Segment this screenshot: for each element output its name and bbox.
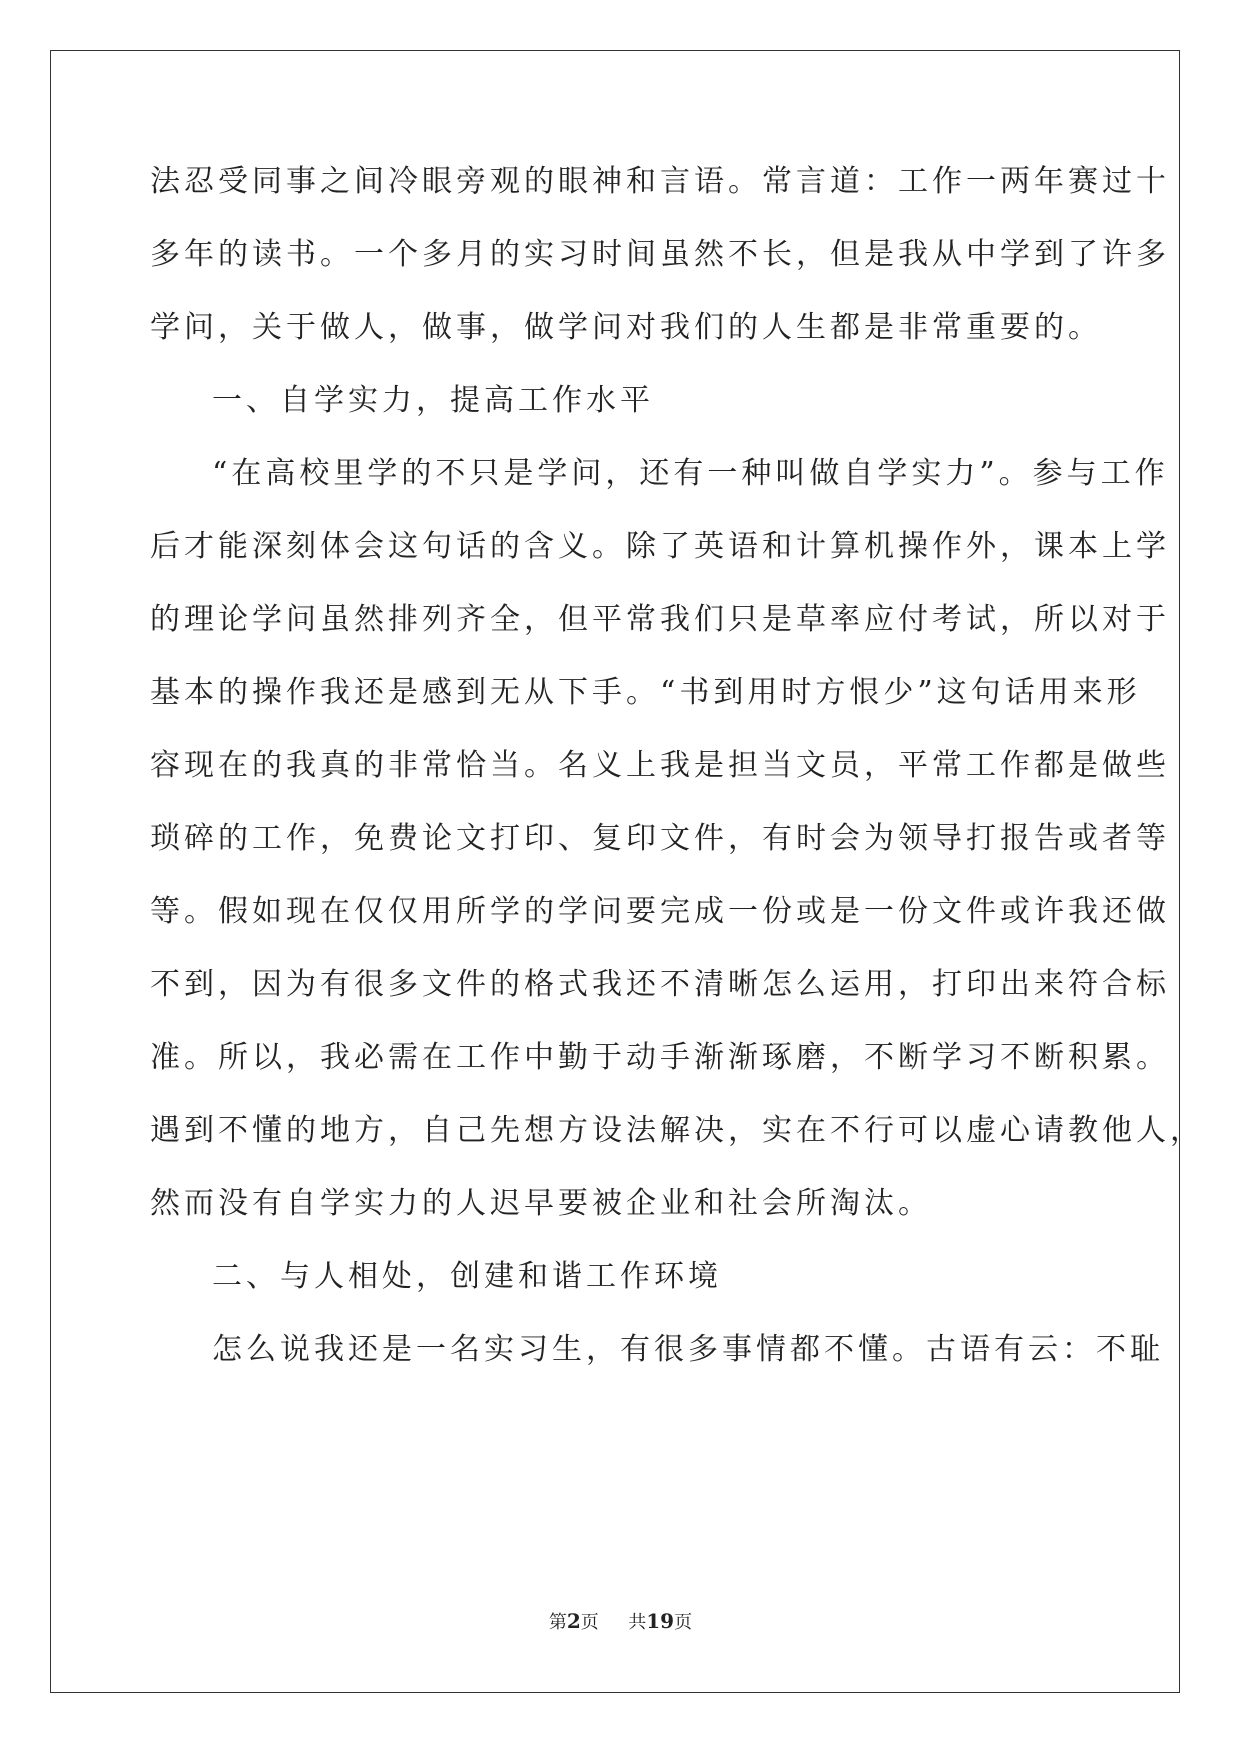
text-line: 等。假如现在仅仅用所学的学问要完成一份或是一份文件或许我还做 <box>150 894 1170 929</box>
text-line: 遇到不懂的地方，自己先想方设法解决，实在不行可以虚心请教他人， <box>150 1113 1204 1148</box>
text-line: 然而没有自学实力的人迟早要被企业和社会所淘汰。 <box>150 1186 932 1221</box>
section-heading-1: 一、自学实力，提高工作水平 <box>212 383 654 418</box>
text-line: 不到，因为有很多文件的格式我还不清晰怎么运用，打印出来符合标 <box>150 967 1170 1002</box>
text-line: 的理论学问虽然排列齐全，但平常我们只是草率应付考试，所以对于 <box>150 602 1170 637</box>
text-line: 后才能深刻体会这句话的含义。除了英语和计算机操作外，课本上学 <box>150 529 1170 564</box>
section-heading-2: 二、与人相处，创建和谐工作环境 <box>212 1259 722 1294</box>
footer-page-prefix: 第 <box>548 1612 567 1633</box>
footer-page-number: 2 <box>566 1609 581 1633</box>
page-border <box>50 50 1180 1693</box>
text-line: 怎么说我还是一名实习生，有很多事情都不懂。古语有云：不耻 <box>212 1332 1164 1367</box>
text-line: 法忍受同事之间冷眼旁观的眼神和言语。常言道：工作一两年赛过十 <box>150 164 1170 199</box>
page-footer <box>0 1608 1241 1634</box>
text-line: 容现在的我真的非常恰当。名义上我是担当文员，平常工作都是做些 <box>150 748 1170 783</box>
text-line: 多年的读书。一个多月的实习时间虽然不长，但是我从中学到了许多 <box>150 237 1170 272</box>
footer-page-suffix: 页 <box>580 1612 599 1633</box>
text-line: 基本的操作我还是感到无从下手。“书到用时方恨少”这句话用来形 <box>150 675 1141 710</box>
text-line: 琐碎的工作，免费论文打印、复印文件，有时会为领导打报告或者等 <box>150 821 1170 856</box>
footer-total-pages: 19 <box>646 1609 675 1633</box>
footer-total-prefix: 共 <box>628 1612 647 1633</box>
text-line: 学问，关于做人，做事，做学问对我们的人生都是非常重要的。 <box>150 310 1102 345</box>
text-line: 准。所以，我必需在工作中勤于动手渐渐琢磨，不断学习不断积累。 <box>150 1040 1170 1075</box>
footer-total-suffix: 页 <box>674 1612 693 1633</box>
text-line: “在高校里学的不只是学问，还有一种叫做自学实力”。参与工作 <box>212 456 1169 491</box>
